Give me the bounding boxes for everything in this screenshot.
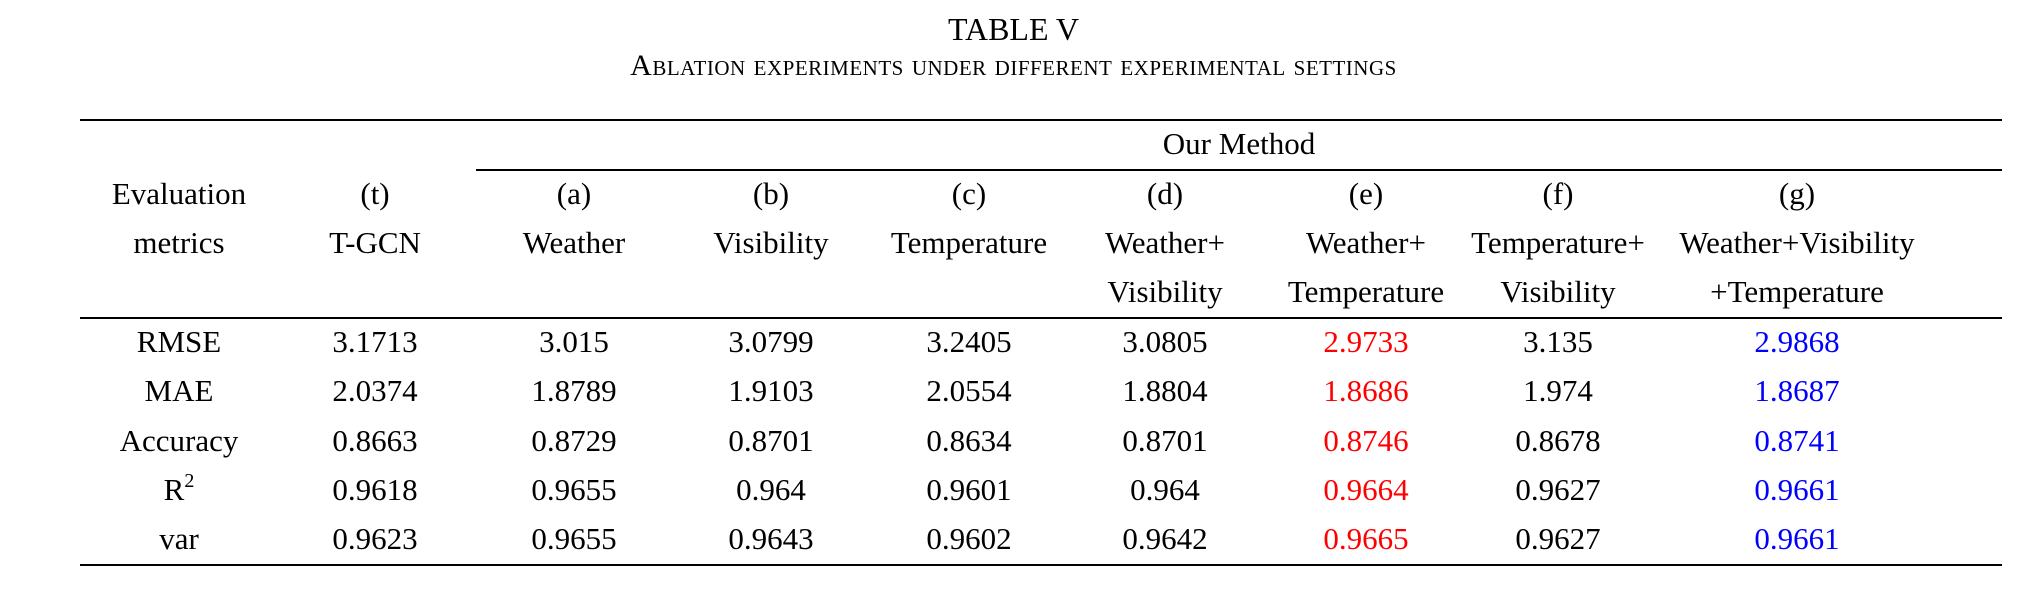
cell-accuracy-c: 0.8634 — [926, 423, 1012, 458]
cell-var-e: 0.9665 — [1323, 521, 1409, 556]
cell-mae-g: 1.8687 — [1754, 373, 1840, 408]
cell-mae-t: 2.0374 — [332, 373, 418, 408]
col-header-g-line3: +Temperature — [1710, 274, 1884, 309]
col-header-metric-line2: metrics — [133, 225, 225, 260]
cell-accuracy-f: 0.8678 — [1515, 423, 1601, 458]
cell-var-a: 0.9655 — [531, 521, 617, 556]
col-header-d-line3: Visibility — [1107, 274, 1223, 309]
cell-accuracy-d: 0.8701 — [1122, 423, 1208, 458]
top-rule — [80, 119, 2002, 121]
cell-rmse-d: 3.0805 — [1122, 324, 1208, 359]
cell-accuracy-e: 0.8746 — [1323, 423, 1409, 458]
cell-r2-c: 0.9601 — [926, 472, 1012, 507]
cell-rmse-c: 3.2405 — [926, 324, 1012, 359]
row-label-accuracy: Accuracy — [119, 423, 239, 458]
cell-var-g: 0.9661 — [1754, 521, 1840, 556]
cell-rmse-e: 2.9733 — [1323, 324, 1409, 359]
row-label-r-squared — [164, 470, 195, 510]
col-header-g-line2: Weather+Visibility — [1679, 225, 1915, 260]
row-label-var: var — [159, 521, 199, 556]
cell-mae-e: 1.8686 — [1323, 373, 1409, 408]
cell-mae-b: 1.9103 — [728, 373, 814, 408]
cell-accuracy-g: 0.8741 — [1754, 423, 1840, 458]
table-caption: Ablation experiments under different experimental settings — [630, 49, 1397, 82]
col-header-a-line2: Weather — [522, 225, 626, 260]
group-rule — [476, 169, 2002, 171]
group-header-our-method: Our Method — [1162, 126, 1316, 161]
cell-var-f: 0.9627 — [1515, 521, 1601, 556]
cell-var-b: 0.9643 — [728, 521, 814, 556]
table-title: TABLE V — [947, 11, 1080, 47]
r-squared-base: R — [163, 472, 185, 507]
bottom-rule — [80, 564, 2002, 566]
col-header-c-line1: (c) — [951, 176, 987, 211]
col-header-t-line1: (t) — [360, 176, 390, 211]
col-header-c-line2: Temperature — [890, 225, 1048, 260]
col-header-f-line1: (f) — [1542, 176, 1574, 211]
cell-r2-f: 0.9627 — [1515, 472, 1601, 507]
cell-r2-b: 0.964 — [736, 472, 806, 507]
cell-mae-d: 1.8804 — [1122, 373, 1208, 408]
col-header-f-line2: Temperature+ — [1471, 225, 1645, 260]
cell-var-t: 0.9623 — [332, 521, 418, 556]
r-squared-exponent: 2 — [184, 469, 195, 492]
cell-var-c: 0.9602 — [926, 521, 1012, 556]
col-header-b-line2: Visibility — [713, 225, 829, 260]
row-label-rmse: RMSE — [136, 324, 222, 359]
col-header-b-line1: (b) — [752, 176, 790, 211]
col-header-f-line3: Visibility — [1500, 274, 1616, 309]
col-header-e-line2: Weather+ — [1306, 225, 1426, 260]
cell-accuracy-b: 0.8701 — [728, 423, 814, 458]
cell-rmse-g: 2.9868 — [1754, 324, 1840, 359]
cell-mae-c: 2.0554 — [926, 373, 1012, 408]
col-header-a-line1: (a) — [556, 176, 592, 211]
cell-r2-e: 0.9664 — [1323, 472, 1409, 507]
col-header-e-line3: Temperature — [1287, 274, 1445, 309]
row-label-mae: MAE — [144, 373, 214, 408]
cell-accuracy-a: 0.8729 — [531, 423, 617, 458]
cell-mae-f: 1.974 — [1523, 373, 1593, 408]
col-header-d-line2: Weather+ — [1105, 225, 1225, 260]
col-header-metric-line1: Evaluation — [111, 176, 247, 211]
cell-accuracy-t: 0.8663 — [332, 423, 418, 458]
cell-r2-d: 0.964 — [1130, 472, 1200, 507]
header-bottom-rule — [80, 317, 2002, 319]
cell-r2-t: 0.9618 — [332, 472, 418, 507]
cell-rmse-b: 3.0799 — [728, 324, 814, 359]
cell-mae-a: 1.8789 — [531, 373, 617, 408]
cell-rmse-t: 3.1713 — [332, 324, 418, 359]
cell-rmse-a: 3.015 — [539, 324, 609, 359]
col-header-e-line1: (e) — [1348, 176, 1384, 211]
col-header-d-line1: (d) — [1146, 176, 1184, 211]
col-header-t-line2: T-GCN — [329, 225, 421, 260]
cell-r2-a: 0.9655 — [531, 472, 617, 507]
cell-rmse-f: 3.135 — [1523, 324, 1593, 359]
cell-var-d: 0.9642 — [1122, 521, 1208, 556]
col-header-g-line1: (g) — [1778, 176, 1816, 211]
cell-r2-g: 0.9661 — [1754, 472, 1840, 507]
